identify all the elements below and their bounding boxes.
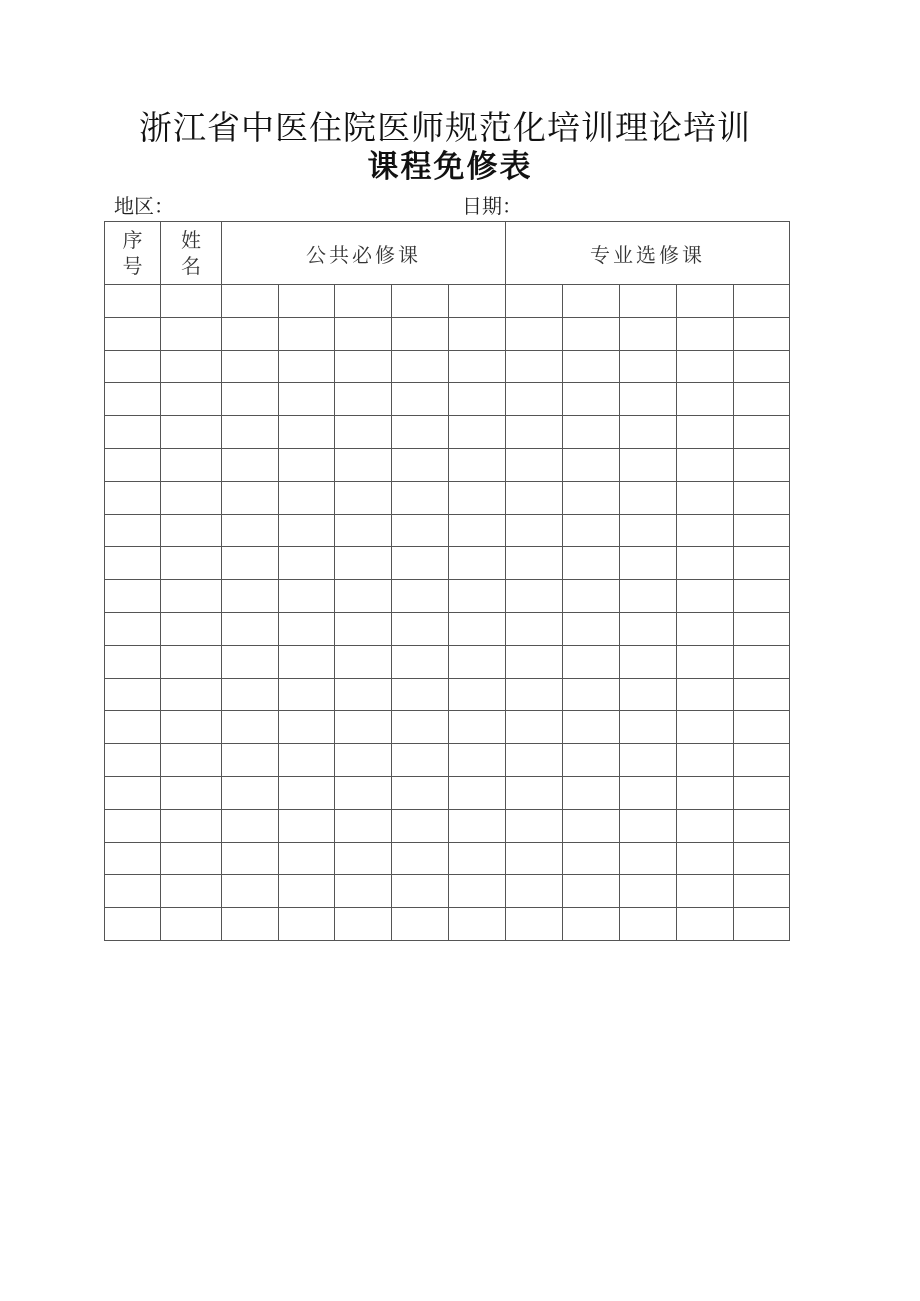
elective-course-cell[interactable] xyxy=(734,448,790,481)
table-row xyxy=(105,383,790,416)
public-course-cell[interactable] xyxy=(222,580,279,613)
public-course-cell[interactable] xyxy=(392,383,449,416)
elective-course-cell[interactable] xyxy=(620,481,677,514)
table-row xyxy=(105,908,790,941)
seq-cell[interactable] xyxy=(105,383,161,416)
header-public-required: 公共必修课 xyxy=(222,222,506,285)
public-course-cell[interactable] xyxy=(392,350,449,383)
public-course-cell[interactable] xyxy=(222,875,279,908)
region-label: 地区： xyxy=(114,194,174,218)
elective-course-cell[interactable] xyxy=(506,514,563,547)
public-course-cell[interactable] xyxy=(392,285,449,318)
elective-course-cell[interactable] xyxy=(677,416,734,449)
public-course-cell[interactable] xyxy=(335,350,392,383)
elective-course-cell[interactable] xyxy=(506,448,563,481)
public-course-cell[interactable] xyxy=(449,908,506,941)
public-course-cell[interactable] xyxy=(392,875,449,908)
elective-course-cell[interactable] xyxy=(563,809,620,842)
public-course-cell[interactable] xyxy=(279,547,335,580)
public-course-cell[interactable] xyxy=(335,580,392,613)
elective-course-cell[interactable] xyxy=(563,580,620,613)
elective-course-cell[interactable] xyxy=(620,875,677,908)
elective-course-cell[interactable] xyxy=(563,875,620,908)
elective-course-cell[interactable] xyxy=(677,514,734,547)
public-course-cell[interactable] xyxy=(449,350,506,383)
table-row xyxy=(105,416,790,449)
public-course-cell[interactable] xyxy=(449,383,506,416)
public-course-cell[interactable] xyxy=(449,612,506,645)
public-course-cell[interactable] xyxy=(392,744,449,777)
header-name-bottom: 名 xyxy=(181,254,201,278)
elective-course-cell[interactable] xyxy=(506,744,563,777)
table-row xyxy=(105,448,790,481)
elective-course-cell[interactable] xyxy=(620,809,677,842)
header-specialty-elective: 专业选修课 xyxy=(506,222,790,285)
public-course-cell[interactable] xyxy=(392,547,449,580)
public-course-cell[interactable] xyxy=(222,678,279,711)
name-cell[interactable] xyxy=(161,612,222,645)
table-row xyxy=(105,678,790,711)
elective-course-cell[interactable] xyxy=(734,547,790,580)
public-course-cell[interactable] xyxy=(392,416,449,449)
elective-course-cell[interactable] xyxy=(677,285,734,318)
name-cell[interactable] xyxy=(161,744,222,777)
elective-course-cell[interactable] xyxy=(734,809,790,842)
public-course-cell[interactable] xyxy=(392,645,449,678)
elective-course-cell[interactable] xyxy=(563,514,620,547)
header-seq xyxy=(105,222,161,285)
seq-cell[interactable] xyxy=(105,744,161,777)
seq-cell[interactable] xyxy=(105,547,161,580)
public-course-cell[interactable] xyxy=(392,514,449,547)
public-course-cell[interactable] xyxy=(449,809,506,842)
public-course-cell[interactable] xyxy=(392,809,449,842)
public-course-cell[interactable] xyxy=(449,317,506,350)
name-cell[interactable] xyxy=(161,809,222,842)
public-course-cell[interactable] xyxy=(279,514,335,547)
date-label: 日期： xyxy=(462,194,522,218)
table-row xyxy=(105,842,790,875)
elective-course-cell[interactable] xyxy=(563,285,620,318)
elective-course-cell[interactable] xyxy=(620,383,677,416)
elective-course-cell[interactable] xyxy=(620,744,677,777)
elective-course-cell[interactable] xyxy=(620,776,677,809)
table-row xyxy=(105,776,790,809)
elective-course-cell[interactable] xyxy=(677,711,734,744)
public-course-cell[interactable] xyxy=(222,612,279,645)
elective-course-cell[interactable] xyxy=(620,317,677,350)
elective-course-cell[interactable] xyxy=(620,514,677,547)
public-course-cell[interactable] xyxy=(335,908,392,941)
seq-cell[interactable] xyxy=(105,645,161,678)
public-course-cell[interactable] xyxy=(335,776,392,809)
public-course-cell[interactable] xyxy=(335,448,392,481)
elective-course-cell[interactable] xyxy=(734,514,790,547)
public-course-cell[interactable] xyxy=(335,711,392,744)
elective-course-cell[interactable] xyxy=(506,481,563,514)
public-course-cell[interactable] xyxy=(392,776,449,809)
table-row xyxy=(105,285,790,318)
public-course-cell[interactable] xyxy=(279,842,335,875)
elective-course-cell[interactable] xyxy=(620,711,677,744)
public-course-cell[interactable] xyxy=(392,711,449,744)
seq-cell[interactable] xyxy=(105,580,161,613)
public-course-cell[interactable] xyxy=(222,285,279,318)
public-course-cell[interactable] xyxy=(392,481,449,514)
table-row xyxy=(105,580,790,613)
seq-cell[interactable] xyxy=(105,842,161,875)
elective-course-cell[interactable] xyxy=(563,678,620,711)
name-cell[interactable] xyxy=(161,350,222,383)
name-cell[interactable] xyxy=(161,448,222,481)
public-course-cell[interactable] xyxy=(392,842,449,875)
elective-course-cell[interactable] xyxy=(506,842,563,875)
table-row xyxy=(105,645,790,678)
seq-cell[interactable] xyxy=(105,711,161,744)
elective-course-cell[interactable] xyxy=(734,416,790,449)
name-cell[interactable] xyxy=(161,285,222,318)
elective-course-cell[interactable] xyxy=(506,580,563,613)
public-course-cell[interactable] xyxy=(335,842,392,875)
public-course-cell[interactable] xyxy=(279,416,335,449)
elective-course-cell[interactable] xyxy=(620,645,677,678)
header-name xyxy=(161,222,222,285)
table-header-row xyxy=(105,222,790,285)
public-course-cell[interactable] xyxy=(279,744,335,777)
public-course-cell[interactable] xyxy=(222,317,279,350)
elective-course-cell[interactable] xyxy=(563,547,620,580)
elective-course-cell[interactable] xyxy=(677,842,734,875)
name-cell[interactable] xyxy=(161,875,222,908)
elective-course-cell[interactable] xyxy=(506,416,563,449)
public-course-cell[interactable] xyxy=(279,678,335,711)
elective-course-cell[interactable] xyxy=(677,744,734,777)
public-course-cell[interactable] xyxy=(449,580,506,613)
elective-course-cell[interactable] xyxy=(506,875,563,908)
public-course-cell[interactable] xyxy=(222,547,279,580)
public-course-cell[interactable] xyxy=(222,711,279,744)
elective-course-cell[interactable] xyxy=(734,875,790,908)
elective-course-cell[interactable] xyxy=(677,547,734,580)
public-course-cell[interactable] xyxy=(335,285,392,318)
public-course-cell[interactable] xyxy=(335,612,392,645)
name-cell[interactable] xyxy=(161,908,222,941)
table-row xyxy=(105,514,790,547)
name-cell[interactable] xyxy=(161,580,222,613)
elective-course-cell[interactable] xyxy=(620,448,677,481)
header-seq-bottom: 号 xyxy=(122,254,143,278)
elective-course-cell[interactable] xyxy=(677,580,734,613)
public-course-cell[interactable] xyxy=(279,908,335,941)
public-course-cell[interactable] xyxy=(335,875,392,908)
public-course-cell[interactable] xyxy=(279,645,335,678)
seq-cell[interactable] xyxy=(105,612,161,645)
public-course-cell[interactable] xyxy=(449,842,506,875)
elective-course-cell[interactable] xyxy=(734,842,790,875)
elective-course-cell[interactable] xyxy=(734,744,790,777)
name-cell[interactable] xyxy=(161,383,222,416)
elective-course-cell[interactable] xyxy=(677,612,734,645)
public-course-cell[interactable] xyxy=(335,416,392,449)
public-course-cell[interactable] xyxy=(222,744,279,777)
name-cell[interactable] xyxy=(161,842,222,875)
elective-course-cell[interactable] xyxy=(677,448,734,481)
public-course-cell[interactable] xyxy=(449,285,506,318)
elective-course-cell[interactable] xyxy=(563,711,620,744)
public-course-cell[interactable] xyxy=(222,908,279,941)
elective-course-cell[interactable] xyxy=(620,547,677,580)
elective-course-cell[interactable] xyxy=(506,317,563,350)
public-course-cell[interactable] xyxy=(335,809,392,842)
elective-course-cell[interactable] xyxy=(506,350,563,383)
elective-course-cell[interactable] xyxy=(620,908,677,941)
public-course-cell[interactable] xyxy=(392,908,449,941)
public-course-cell[interactable] xyxy=(279,809,335,842)
elective-course-cell[interactable] xyxy=(734,908,790,941)
elective-course-cell[interactable] xyxy=(620,350,677,383)
public-course-cell[interactable] xyxy=(335,514,392,547)
elective-course-cell[interactable] xyxy=(620,842,677,875)
name-cell[interactable] xyxy=(161,645,222,678)
public-course-cell[interactable] xyxy=(222,383,279,416)
public-course-cell[interactable] xyxy=(335,317,392,350)
elective-course-cell[interactable] xyxy=(620,416,677,449)
seq-cell[interactable] xyxy=(105,350,161,383)
public-course-cell[interactable] xyxy=(335,744,392,777)
name-cell[interactable] xyxy=(161,678,222,711)
public-course-cell[interactable] xyxy=(392,317,449,350)
elective-course-cell[interactable] xyxy=(677,809,734,842)
table-row xyxy=(105,744,790,777)
seq-cell[interactable] xyxy=(105,776,161,809)
public-course-cell[interactable] xyxy=(279,317,335,350)
elective-course-cell[interactable] xyxy=(677,776,734,809)
seq-cell[interactable] xyxy=(105,416,161,449)
table-row xyxy=(105,711,790,744)
elective-course-cell[interactable] xyxy=(734,711,790,744)
elective-course-cell[interactable] xyxy=(677,481,734,514)
elective-course-cell[interactable] xyxy=(563,612,620,645)
public-course-cell[interactable] xyxy=(335,383,392,416)
public-course-cell[interactable] xyxy=(449,481,506,514)
public-course-cell[interactable] xyxy=(222,842,279,875)
elective-course-cell[interactable] xyxy=(563,448,620,481)
seq-cell[interactable] xyxy=(105,908,161,941)
elective-course-cell[interactable] xyxy=(506,612,563,645)
header-name-top: 姓 xyxy=(181,228,201,252)
public-course-cell[interactable] xyxy=(449,514,506,547)
public-course-cell[interactable] xyxy=(335,547,392,580)
elective-course-cell[interactable] xyxy=(734,383,790,416)
elective-course-cell[interactable] xyxy=(563,744,620,777)
elective-course-cell[interactable] xyxy=(734,776,790,809)
public-course-cell[interactable] xyxy=(392,580,449,613)
public-course-cell[interactable] xyxy=(449,416,506,449)
elective-course-cell[interactable] xyxy=(506,809,563,842)
elective-course-cell[interactable] xyxy=(620,612,677,645)
table-row xyxy=(105,875,790,908)
elective-course-cell[interactable] xyxy=(734,481,790,514)
public-course-cell[interactable] xyxy=(279,580,335,613)
name-cell[interactable] xyxy=(161,711,222,744)
elective-course-cell[interactable] xyxy=(563,317,620,350)
public-course-cell[interactable] xyxy=(392,612,449,645)
seq-cell[interactable] xyxy=(105,317,161,350)
elective-course-cell[interactable] xyxy=(563,416,620,449)
public-course-cell[interactable] xyxy=(449,547,506,580)
public-course-cell[interactable] xyxy=(449,678,506,711)
seq-cell[interactable] xyxy=(105,678,161,711)
elective-course-cell[interactable] xyxy=(506,547,563,580)
table-row xyxy=(105,547,790,580)
public-course-cell[interactable] xyxy=(279,448,335,481)
public-course-cell[interactable] xyxy=(392,448,449,481)
elective-course-cell[interactable] xyxy=(563,383,620,416)
public-course-cell[interactable] xyxy=(449,875,506,908)
elective-course-cell[interactable] xyxy=(734,350,790,383)
elective-course-cell[interactable] xyxy=(677,383,734,416)
elective-course-cell[interactable] xyxy=(563,350,620,383)
public-course-cell[interactable] xyxy=(222,776,279,809)
public-course-cell[interactable] xyxy=(335,645,392,678)
elective-course-cell[interactable] xyxy=(563,645,620,678)
seq-cell[interactable] xyxy=(105,514,161,547)
name-cell[interactable] xyxy=(161,514,222,547)
public-course-cell[interactable] xyxy=(335,481,392,514)
public-course-cell[interactable] xyxy=(222,416,279,449)
public-course-cell[interactable] xyxy=(222,448,279,481)
elective-course-cell[interactable] xyxy=(506,383,563,416)
public-course-cell[interactable] xyxy=(222,350,279,383)
seq-cell[interactable] xyxy=(105,285,161,318)
public-course-cell[interactable] xyxy=(222,809,279,842)
name-cell[interactable] xyxy=(161,547,222,580)
elective-course-cell[interactable] xyxy=(506,711,563,744)
elective-course-cell[interactable] xyxy=(734,645,790,678)
public-course-cell[interactable] xyxy=(449,744,506,777)
table-row xyxy=(105,809,790,842)
elective-course-cell[interactable] xyxy=(563,481,620,514)
public-course-cell[interactable] xyxy=(279,350,335,383)
exemption-table xyxy=(104,221,790,941)
header-seq-top: 序 xyxy=(122,228,143,252)
public-course-cell[interactable] xyxy=(335,678,392,711)
elective-course-cell[interactable] xyxy=(506,678,563,711)
name-cell[interactable] xyxy=(161,481,222,514)
elective-course-cell[interactable] xyxy=(734,678,790,711)
seq-cell[interactable] xyxy=(105,448,161,481)
public-course-cell[interactable] xyxy=(279,711,335,744)
name-cell[interactable] xyxy=(161,416,222,449)
elective-course-cell[interactable] xyxy=(506,285,563,318)
elective-course-cell[interactable] xyxy=(677,317,734,350)
page-title-line-2: 课程免修表 xyxy=(367,149,533,185)
elective-course-cell[interactable] xyxy=(734,612,790,645)
seq-cell[interactable] xyxy=(105,481,161,514)
public-course-cell[interactable] xyxy=(279,776,335,809)
seq-cell[interactable] xyxy=(105,809,161,842)
seq-cell[interactable] xyxy=(105,875,161,908)
public-course-cell[interactable] xyxy=(279,612,335,645)
elective-course-cell[interactable] xyxy=(620,285,677,318)
elective-course-cell[interactable] xyxy=(734,580,790,613)
elective-course-cell[interactable] xyxy=(677,678,734,711)
page-title-line-1: 浙江省中医住院医师规范化培训理论培训 xyxy=(139,108,751,147)
public-course-cell[interactable] xyxy=(449,645,506,678)
public-course-cell[interactable] xyxy=(279,875,335,908)
elective-course-cell[interactable] xyxy=(677,350,734,383)
table-row xyxy=(105,350,790,383)
name-cell[interactable] xyxy=(161,776,222,809)
public-course-cell[interactable] xyxy=(279,285,335,318)
public-course-cell[interactable] xyxy=(222,514,279,547)
elective-course-cell[interactable] xyxy=(506,645,563,678)
public-course-cell[interactable] xyxy=(449,776,506,809)
elective-course-cell[interactable] xyxy=(563,842,620,875)
elective-course-cell[interactable] xyxy=(677,908,734,941)
elective-course-cell[interactable] xyxy=(506,908,563,941)
table-row xyxy=(105,612,790,645)
table-row xyxy=(105,481,790,514)
elective-course-cell[interactable] xyxy=(734,317,790,350)
elective-course-cell[interactable] xyxy=(734,285,790,318)
public-course-cell[interactable] xyxy=(222,481,279,514)
name-cell[interactable] xyxy=(161,317,222,350)
elective-course-cell[interactable] xyxy=(677,645,734,678)
elective-course-cell[interactable] xyxy=(620,580,677,613)
elective-course-cell[interactable] xyxy=(563,908,620,941)
table-row xyxy=(105,317,790,350)
elective-course-cell[interactable] xyxy=(563,776,620,809)
public-course-cell[interactable] xyxy=(279,383,335,416)
public-course-cell[interactable] xyxy=(449,711,506,744)
public-course-cell[interactable] xyxy=(449,448,506,481)
public-course-cell[interactable] xyxy=(222,645,279,678)
elective-course-cell[interactable] xyxy=(677,875,734,908)
elective-course-cell[interactable] xyxy=(620,678,677,711)
public-course-cell[interactable] xyxy=(279,481,335,514)
elective-course-cell[interactable] xyxy=(506,776,563,809)
public-course-cell[interactable] xyxy=(392,678,449,711)
